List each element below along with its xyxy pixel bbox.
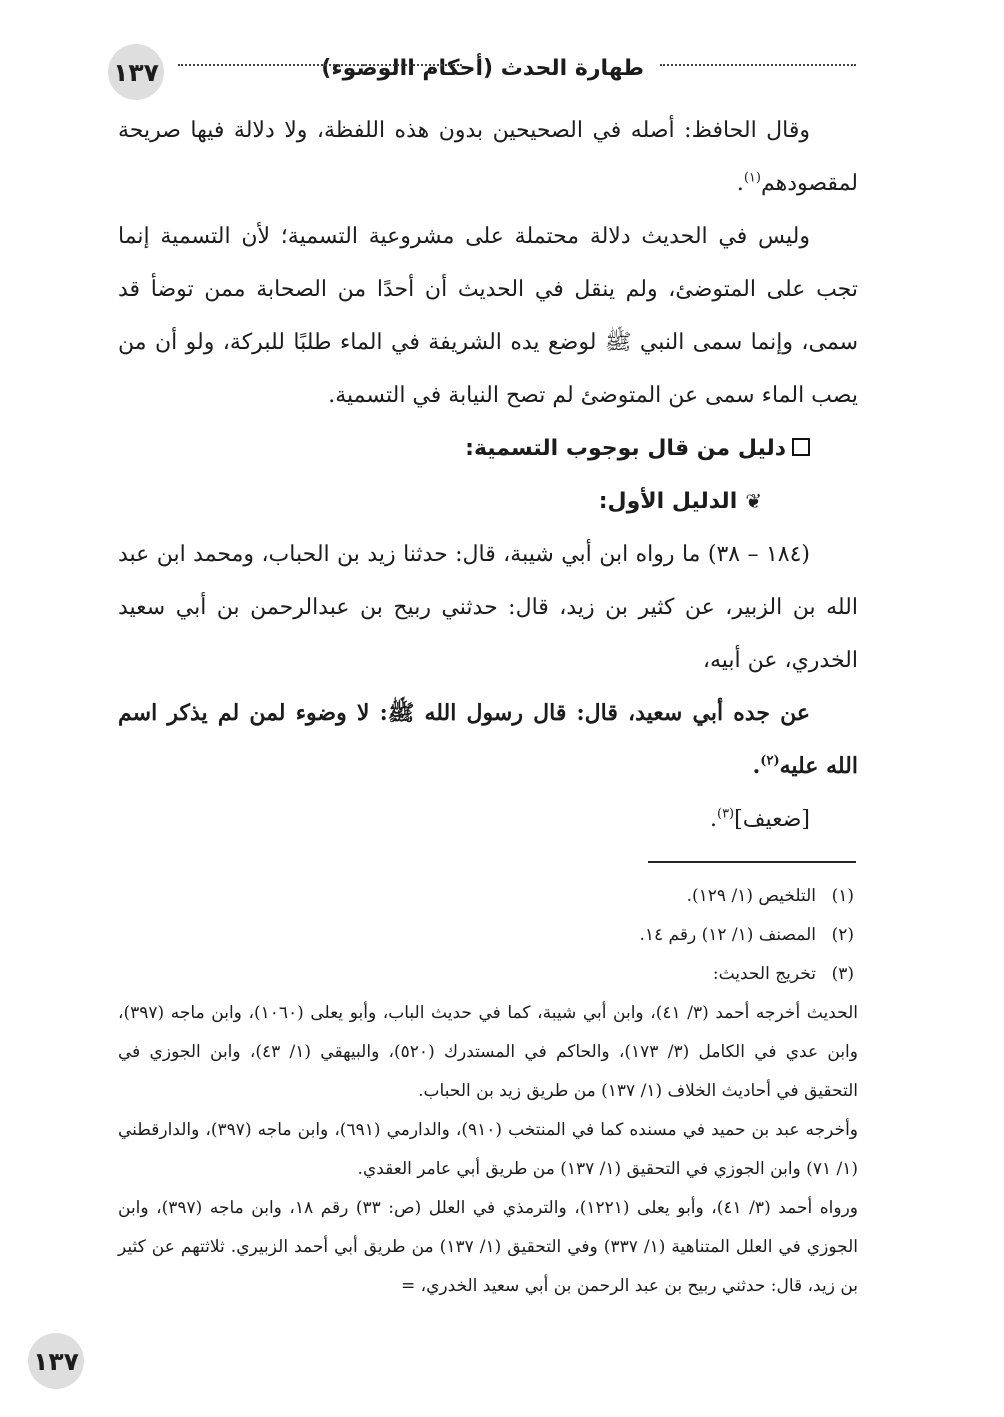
- main-text: [118, 104, 858, 846]
- footnote-3-body-3: ورواه أحمد (٣/ ٤١)، وأبو يعلى (١٢٢١)، والترمذي في العلل (ص: ٣٣) رقم ١٨، وابن ماجه (٣٩٧)، وابن الجوزي في العلل المتناهية (١/ ٣٣٧) وفي التحقيق (١/ ١٣٧) من طريق أبي أحمد الزبيري. ثلاثتهم عن كثير بن زيد، قال: حدثني ربيح بن عبد الرحمن بن أبي سعيد الخدري، =: [118, 1198, 858, 1296]
- footnotes: [118, 877, 858, 1306]
- heading-text: الدليل الأول:: [598, 489, 738, 514]
- hadith-grade: [118, 793, 858, 846]
- footnote-number: (١): [831, 886, 854, 906]
- footnote-3-body-2: وأخرجه عبد بن حميد في مسنده كما في المنتخب (٩١٠)، والدارمي (٦٩١)، وابن ماجه (٣٩٧)، والدارقطني (١/ ٧١) وابن الجوزي في التحقيق (١/ ١٣٧) من طريق أبي عامر العقدي.: [118, 1120, 859, 1179]
- paragraph-text: وقال الحافظ: أصله في الصحيحين بدون هذه اللفظة، ولا دلالة فيها صريحة لمقصودهم: [118, 118, 858, 196]
- header-dotted-rule-right: [660, 64, 856, 66]
- checkbox-square-icon: [792, 438, 810, 456]
- leaf-ornament-icon: ❦: [745, 489, 762, 513]
- page-header: [108, 44, 856, 106]
- hadith-chain: (١٨٤ – ٣٨) ما رواه ابن أبي شيبة، قال: حدثنا زيد بن الحباب، ومحمد ابن عبد الله بن الزبير، عن كثير بن زيد، قال: حدثني ربيح بن عبدالرحمن بن أبي سعيد الخدري، عن أبيه،: [118, 542, 858, 673]
- footnote-ref-1[interactable]: (١): [743, 170, 761, 186]
- hadith-text: عن جده أبي سعيد، قال: قال رسول الله ﷺ: لا وضوء لمن لم يذكر اسم الله عليه: [118, 700, 858, 779]
- running-header-title: طهارة الحدث (أحكام االوضوء): [321, 56, 644, 81]
- footnote-ref-2[interactable]: (٢): [760, 753, 780, 769]
- punctuation: .: [752, 753, 761, 779]
- header-page-number: ١٣٧: [108, 44, 164, 100]
- footnote-text: المصنف (١/ ١٢) رقم ١٤.: [639, 925, 816, 945]
- footnote-text: تخريج الحديث:: [712, 964, 816, 984]
- paragraph-hafiz-quote: [118, 104, 858, 210]
- footnote-separator: [648, 861, 856, 863]
- paragraph-discussion: وليس في الحديث دلالة محتملة على مشروعية التسمية؛ لأن التسمية إنما تجب على المتوضئ، ولم ينقل في الحديث أن أحدًا من الصحابة ممن توضأ قد سمى، وإنما سمى النبي ﷺ لوضع يده الشريفة في الماء طلبًا للبركة، ولو أن من يصب الماء سمى عن المتوضئ لم تصح النيابة في التسمية.: [118, 224, 858, 408]
- header-dotted-rule-left: [178, 64, 462, 66]
- footnote-2: [118, 916, 858, 955]
- punctuation: .: [736, 171, 744, 196]
- footnote-1: [118, 877, 858, 916]
- section-heading-obligation: [118, 422, 858, 475]
- footnote-number: (٢): [831, 925, 854, 945]
- section-heading-first-evidence: [118, 475, 858, 528]
- grade-text: [ضعيف]: [734, 807, 810, 832]
- heading-text: دليل من قال بوجوب التسمية:: [465, 436, 786, 461]
- footnote-3-body-1: الحديث أخرجه أحمد (٣/ ٤١)، وابن أبي شيبة، كما في حديث الباب، وأبو يعلى (١٠٦٠)، وابن ماجه (٣٩٧)، وابن عدي في الكامل (٣/ ١٧٣)، والحاكم في المستدرك (٥٢٠)، والبيهقي (١/ ٤٣)، وابن الجوزي في التحقيق في أحاديث الخلاف (١/ ١٣٧) من طريق زيد بن الحباب.: [118, 1003, 858, 1101]
- footer-page-number: ١٣٧: [28, 1333, 84, 1389]
- footnote-ref-3[interactable]: (٣): [716, 806, 735, 822]
- punctuation: .: [709, 807, 717, 832]
- footnote-3: [118, 955, 858, 994]
- footnote-number: (٣): [831, 964, 854, 984]
- hadith-matn: [118, 687, 858, 793]
- footnote-text: التلخيص (١/ ١٢٩).: [686, 886, 816, 906]
